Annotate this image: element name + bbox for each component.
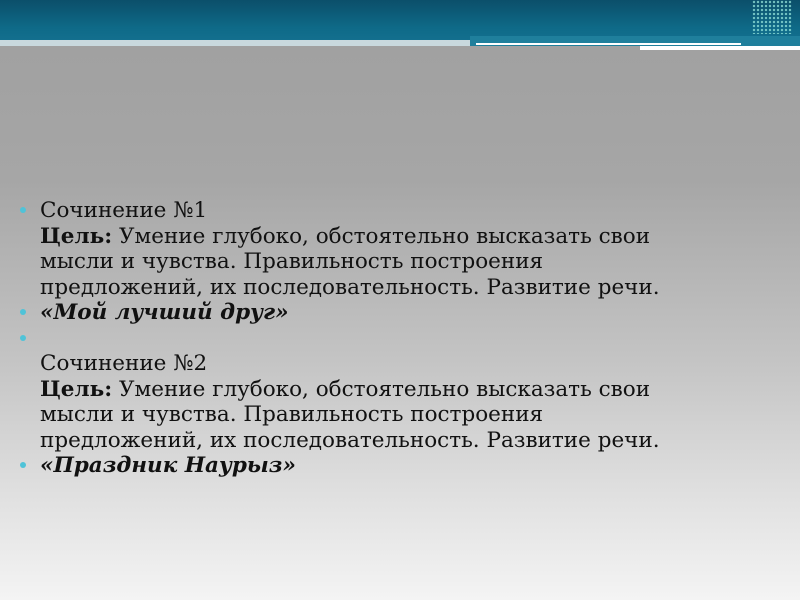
goal-text: Умение глубоко, обстоятельно высказать свои <box>112 376 651 402</box>
goal-label: Цель: <box>40 223 113 249</box>
list-item-essay-2 <box>20 326 760 454</box>
goal-line <box>40 224 760 250</box>
essay-topic: «Праздник Наурыз» <box>40 453 296 478</box>
goal-line <box>40 377 760 403</box>
slide-header-bar <box>0 0 800 40</box>
decorative-line <box>476 43 741 45</box>
essay-topic: «Мой лучший друг» <box>40 300 289 325</box>
goal-text: мысли и чувства. Правильность построения <box>40 402 544 427</box>
decorative-line <box>640 46 800 50</box>
list-item-essay-1 <box>20 198 760 300</box>
bullet-list <box>20 198 760 479</box>
goal-text: предложений, их последовательность. Развитие речи. <box>40 274 660 300</box>
slide-body <box>20 198 760 479</box>
goal-text: мысли и чувства. Правильность построения <box>40 249 544 274</box>
list-item-topic-2 <box>20 453 760 479</box>
goal-text: Умение глубоко, обстоятельно высказать свои <box>112 223 651 249</box>
essay-title: Сочинение №1 <box>40 198 208 223</box>
decorative-dot-pattern <box>752 0 792 34</box>
goal-text: предложений, их последовательность. Развитие речи. <box>40 427 660 453</box>
essay-title: Сочинение №2 <box>40 351 208 376</box>
goal-label: Цель: <box>40 376 113 402</box>
blank-line <box>40 326 760 352</box>
list-item-topic-1 <box>20 300 760 326</box>
